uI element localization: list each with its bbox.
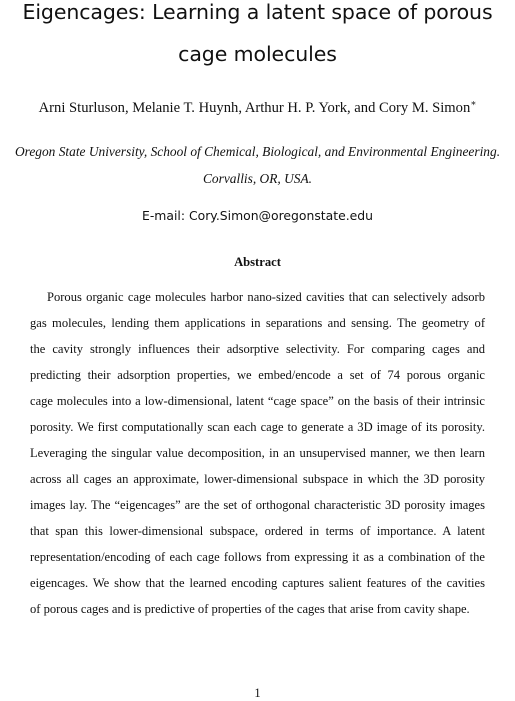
abstract-line: eigencages. We show that the learned encoding captures salient features of the cavities: [30, 576, 485, 590]
abstract-line: that span this lower-dimensional subspace, ordered in terms of importance. A latent: [30, 524, 485, 538]
abstract-line: Leveraging the singular value decomposition, in an unsupervised manner, we then learn: [30, 446, 485, 460]
author-list: [0, 98, 515, 117]
abstract-line: representation/encoding of each cage follows from expressing it as a combination of the: [30, 550, 485, 564]
abstract-line: Porous organic cage molecules harbor nano-sized cavities that can selectively adsorb: [47, 290, 485, 304]
abstract-line: across all cages an approximate, lower-dimensional subspace in which the 3D porosity: [30, 472, 485, 486]
abstract-line: gas molecules, lending them applications in separations and sensing. The geometry of: [30, 316, 485, 330]
abstract-line: porosity. We first computationally scan each cage to generate a 3D image of its porosity.: [30, 420, 485, 434]
paper-title-line-1: Eigencages: Learning a latent space of porous: [22, 0, 493, 24]
abstract-line: the cavity strongly influences their adsorptive selectivity. For comparing cages and: [30, 342, 485, 356]
affiliation-line-2: Corvallis, OR, USA.: [203, 171, 312, 186]
abstract-line: predicting their adsorption properties, we embed/encode a set of 74 porous organic: [30, 368, 485, 382]
abstract-line: cage molecules into a low-dimensional, latent “cage space” on the basis of their intrinsic: [30, 394, 485, 408]
corresponding-author-marker: ∗: [470, 98, 477, 108]
abstract-line: of porous cages and is predictive of properties of the cages that arise from cavity shape.: [30, 602, 470, 616]
abstract-heading: Abstract: [234, 255, 281, 269]
author-names: Arni Sturluson, Melanie T. Huynh, Arthur H. P. York, and Cory M. Simon: [38, 99, 471, 116]
affiliation-line-1: Oregon State University, School of Chemical, Biological, and Environmental Engineering.: [14, 144, 501, 159]
paper-title-line-2: cage molecules: [178, 42, 337, 66]
contact-email: E-mail: Cory.Simon@oregonstate.edu: [142, 208, 373, 223]
abstract-line: images lay. The “eigencages” are the set of orthogonal characteristic 3D porosity images: [30, 498, 485, 512]
page-number: 1: [254, 686, 261, 700]
